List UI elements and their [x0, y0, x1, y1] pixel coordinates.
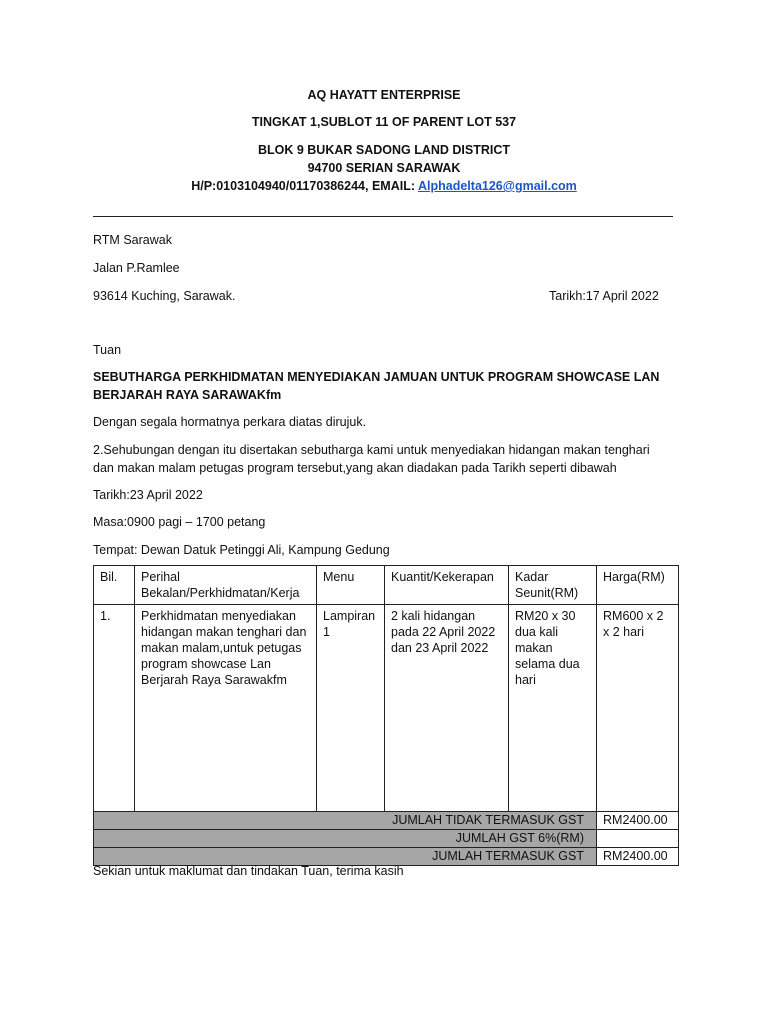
gst-amount	[597, 830, 679, 848]
quotation-table	[93, 565, 679, 866]
recipient-city: 93614 Kuching, Sarawak.	[93, 289, 236, 303]
company-name: AQ HAYATT ENTERPRISE	[307, 88, 461, 102]
email-link[interactable]: Alphadelta126@gmail.com	[418, 179, 577, 193]
header-kadar: Kadar Seunit(RM)	[509, 566, 597, 605]
closing-text: Sekian untuk maklumat dan tindakan Tuan, terima kasih	[93, 864, 404, 878]
paragraph-2-line-1: 2.Sehubungan dengan itu disertakan sebutharga kami untuk menyediakan hidangan makan tenghari	[93, 443, 650, 457]
header-harga: Harga(RM)	[597, 566, 679, 605]
total-row-incl-gst	[94, 848, 679, 866]
grand-total-amount: RM2400.00	[597, 848, 679, 866]
paragraph-2-line-2: dan makan malam petugas program tersebut,yang akan diadakan pada Tarikh seperti dibawah	[93, 461, 617, 475]
recipient-name: RTM Sarawak	[93, 233, 172, 247]
cell-bil: 1.	[94, 605, 135, 812]
recipient-street: Jalan P.Ramlee	[93, 261, 180, 275]
cell-harga: RM600 x 2 x 2 hari	[597, 605, 679, 812]
company-contact	[0, 179, 768, 193]
company-address-1: TINGKAT 1,SUBLOT 11 OF PARENT LOT 537	[251, 115, 517, 129]
salutation: Tuan	[93, 343, 122, 357]
cell-menu: Lampiran 1	[317, 605, 385, 812]
subject-line-2: BERJARAH RAYA SARAWAKfm	[93, 388, 282, 402]
gst-label: JUMLAH GST 6%(RM)	[94, 830, 597, 848]
company-address-3: 94700 SERIAN SARAWAK	[307, 161, 461, 175]
letter-date: Tarikh:17 April 2022	[549, 289, 659, 303]
header-perihal: Perihal Bekalan/Perkhidmatan/Kerja	[135, 566, 317, 605]
header-bil: Bil.	[94, 566, 135, 605]
cell-perihal: Perkhidmatan menyediakan hidangan makan tenghari dan makan malam,untuk petugas program showcase Lan Berjarah Raya Sarawakfm	[135, 605, 317, 812]
table-header-row	[94, 566, 679, 605]
subject-line-1: SEBUTHARGA PERKHIDMATAN MENYEDIAKAN JAMUAN UNTUK PROGRAM SHOWCASE LAN	[93, 370, 660, 384]
table-row	[94, 605, 679, 812]
company-address-2: BLOK 9 BUKAR SADONG LAND DISTRICT	[257, 143, 511, 157]
total-row-gst	[94, 830, 679, 848]
total-row-excl-gst	[94, 812, 679, 830]
cell-kadar: RM20 x 30 dua kali makan selama dua hari	[509, 605, 597, 812]
paragraph-1: Dengan segala hormatnya perkara diatas dirujuk.	[93, 415, 367, 429]
header-divider	[93, 216, 673, 217]
event-place: Tempat: Dewan Datuk Petinggi Ali, Kampung Gedung	[93, 543, 390, 557]
total-label: JUMLAH TIDAK TERMASUK GST	[94, 812, 597, 830]
contact-phone: H/P:0103104940/01170386244, EMAIL:	[191, 179, 418, 193]
total-amount: RM2400.00	[597, 812, 679, 830]
header-kuantiti: Kuantit/Kekerapan	[385, 566, 509, 605]
grand-total-label: JUMLAH TERMASUK GST	[94, 848, 597, 866]
event-date: Tarikh:23 April 2022	[93, 488, 203, 502]
header-menu: Menu	[317, 566, 385, 605]
cell-kuantiti: 2 kali hidangan pada 22 April 2022 dan 23 April 2022	[385, 605, 509, 812]
event-time: Masa:0900 pagi – 1700 petang	[93, 515, 266, 529]
